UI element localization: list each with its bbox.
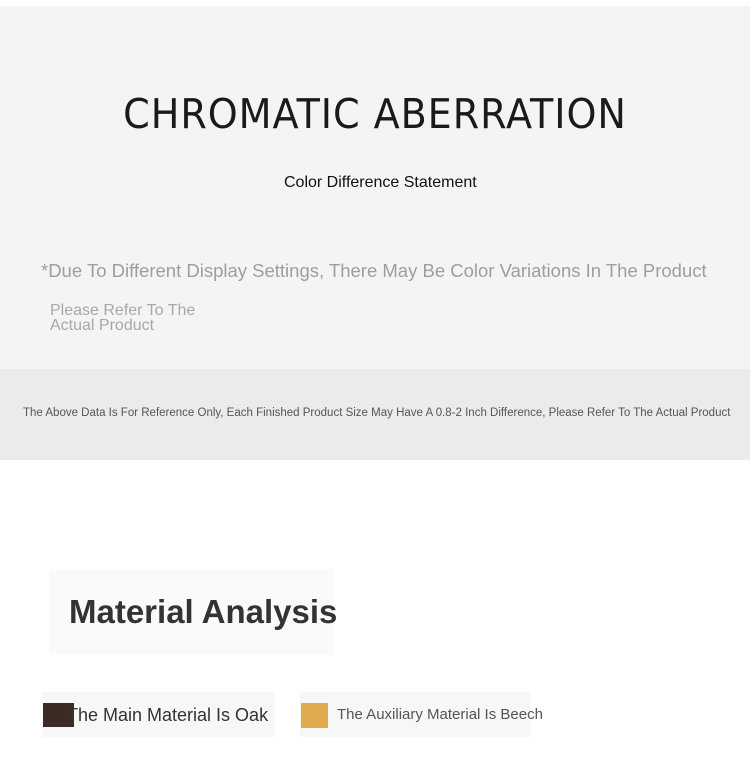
main-material-item [43,692,275,737]
main-material-label: The Main Material Is Oak [67,705,269,725]
color-variation-disclaimer: *Due To Different Display Settings, There May Be Color Variations In The Product [41,260,707,281]
beech-color-swatch [301,703,328,728]
material-analysis-header [49,569,338,655]
color-difference-banner [0,6,750,369]
refer-to-product-note: Please Refer To The Actual Product [50,302,196,334]
chromatic-aberration-heading: CHROMATIC ABERRATION [123,90,627,138]
color-difference-subheading: Color Difference Statement [284,174,477,191]
material-analysis-title: Material Analysis [69,593,338,630]
size-note-band [0,369,750,460]
auxiliary-material-label: The Auxiliary Material Is Beech [337,706,543,723]
auxiliary-material-item [300,692,543,737]
size-reference-note: The Above Data Is For Reference Only, Each Finished Product Size May Have A 0.8-2 Inch Difference, Please Refer To The Actual Product [23,407,731,419]
